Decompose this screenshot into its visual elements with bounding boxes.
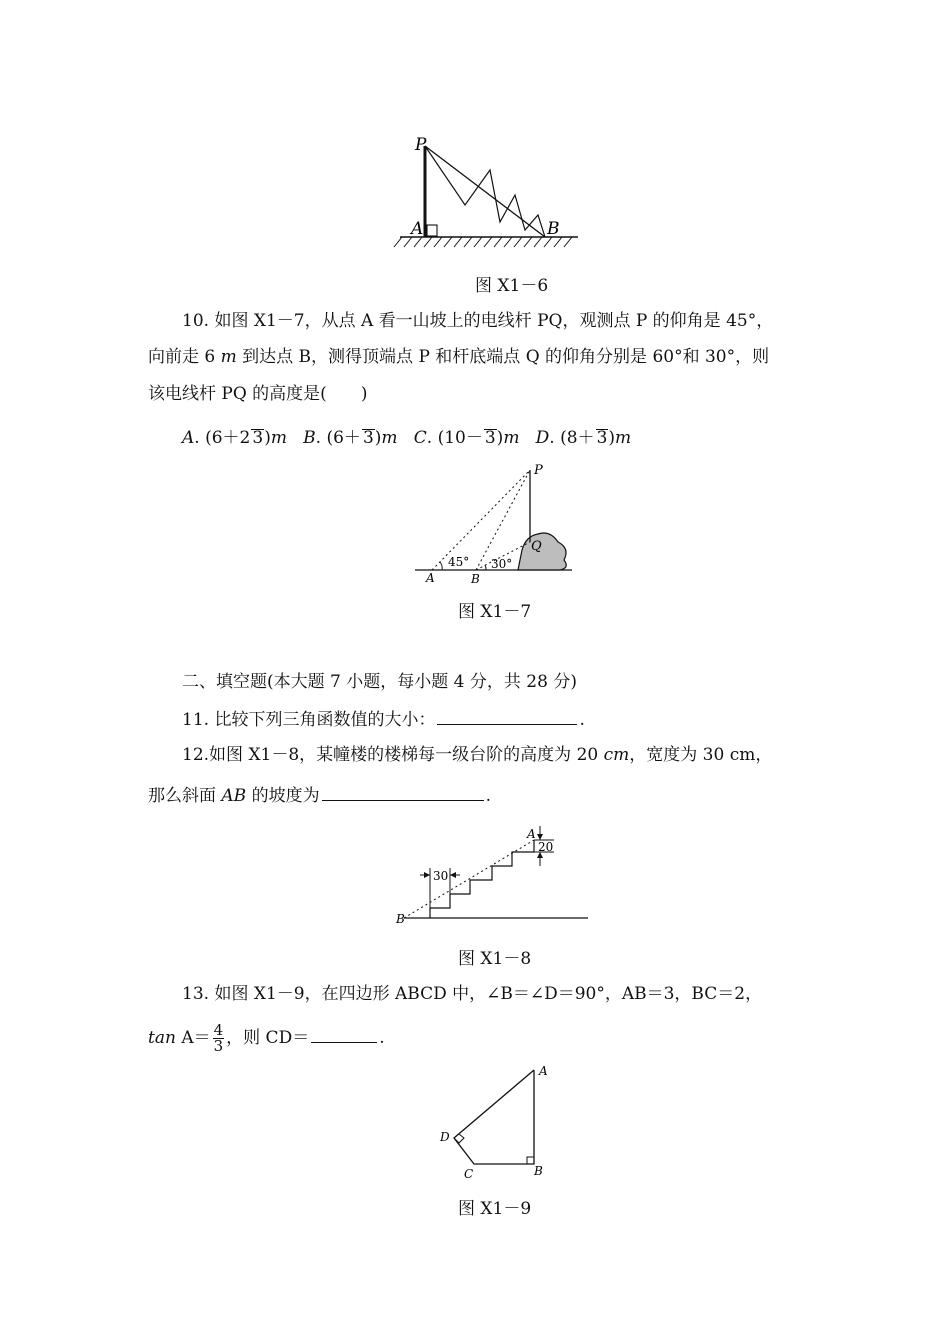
fig8-label-b: B [396,912,405,926]
option-b: B. (6＋ 3)m [303,428,398,448]
fig9-label-c: C [464,1167,474,1181]
fig9-caption: 图 X1－9 [458,1199,532,1219]
q10-options [182,427,631,449]
q13-line1: 13. 如图 X1－9，在四边形 ABCD 中，∠B＝∠D＝90°，AB＝3，BC＝2， [182,984,763,1004]
fig7-label-a: A [426,571,435,585]
figure-x1-7 [410,458,580,588]
fig7-caption: 图 X1－7 [458,602,532,622]
fig9-label-b: B [534,1164,543,1178]
fig6-label-p: P [415,135,427,155]
q10-line2: 向前走 6 m 到达点 B，测得顶端点 P 和杆底端点 Q 的仰角分别是 60°和 30°，则 [148,347,770,367]
fig8-caption: 图 X1－8 [458,949,532,969]
q12-line1: 12.如图 X1－8，某幢楼的楼梯每一级台阶的高度为 20 cm，宽度为 30 cm， [182,745,773,765]
option-a: A. (6＋2 3)m [182,428,287,448]
fig8-label-a: A [527,827,536,841]
fig6-caption: 图 X1－6 [475,276,549,296]
fig6-label-b: B [547,219,560,239]
figure-x1-8 [392,820,592,930]
figure-x1-6 [390,130,590,255]
q10-line3: 该电线杆 PQ 的高度是( ) [148,384,368,404]
q11: 11. 比较下列三角函数值的大小： . [182,710,585,730]
q12-answer-blank [322,784,484,801]
fig8-width-label: 30 [433,869,449,883]
fig7-label-q: Q [531,539,542,554]
fig7-label-b: B [471,572,480,586]
fig7-angle-30: 30° [491,557,513,571]
fig7-label-p: P [534,463,543,478]
q12-line2: 那么斜面 AB 的坡度为 . [148,786,491,806]
fig6-label-a: A [411,219,424,239]
fig7-angle-45: 45° [448,555,470,569]
fig8-height-label: 20 [538,840,554,854]
fig9-label-d: D [440,1130,450,1144]
option-d: D. (8＋ 3)m [535,428,632,448]
section-2-heading: 二、填空题(本大题 7 小题，每小题 4 分，共 28 分) [182,672,577,692]
fig9-label-a: A [539,1064,548,1078]
q11-answer-blank [437,708,577,725]
q10-line1: 10. 如图 X1－7，从点 A 看一山坡上的电线杆 PQ，观测点 P 的仰角是 45°， [182,311,774,331]
option-c: C. (10－ 3)m [413,428,520,448]
q13-line2: tan A＝ $\frac{4}{3}$ ，则 CD＝ . [148,1021,385,1055]
q13-answer-blank [311,1026,377,1043]
figure-x1-9 [430,1058,560,1183]
fraction-4-3: $\frac{4}{3}$ [213,1021,224,1055]
